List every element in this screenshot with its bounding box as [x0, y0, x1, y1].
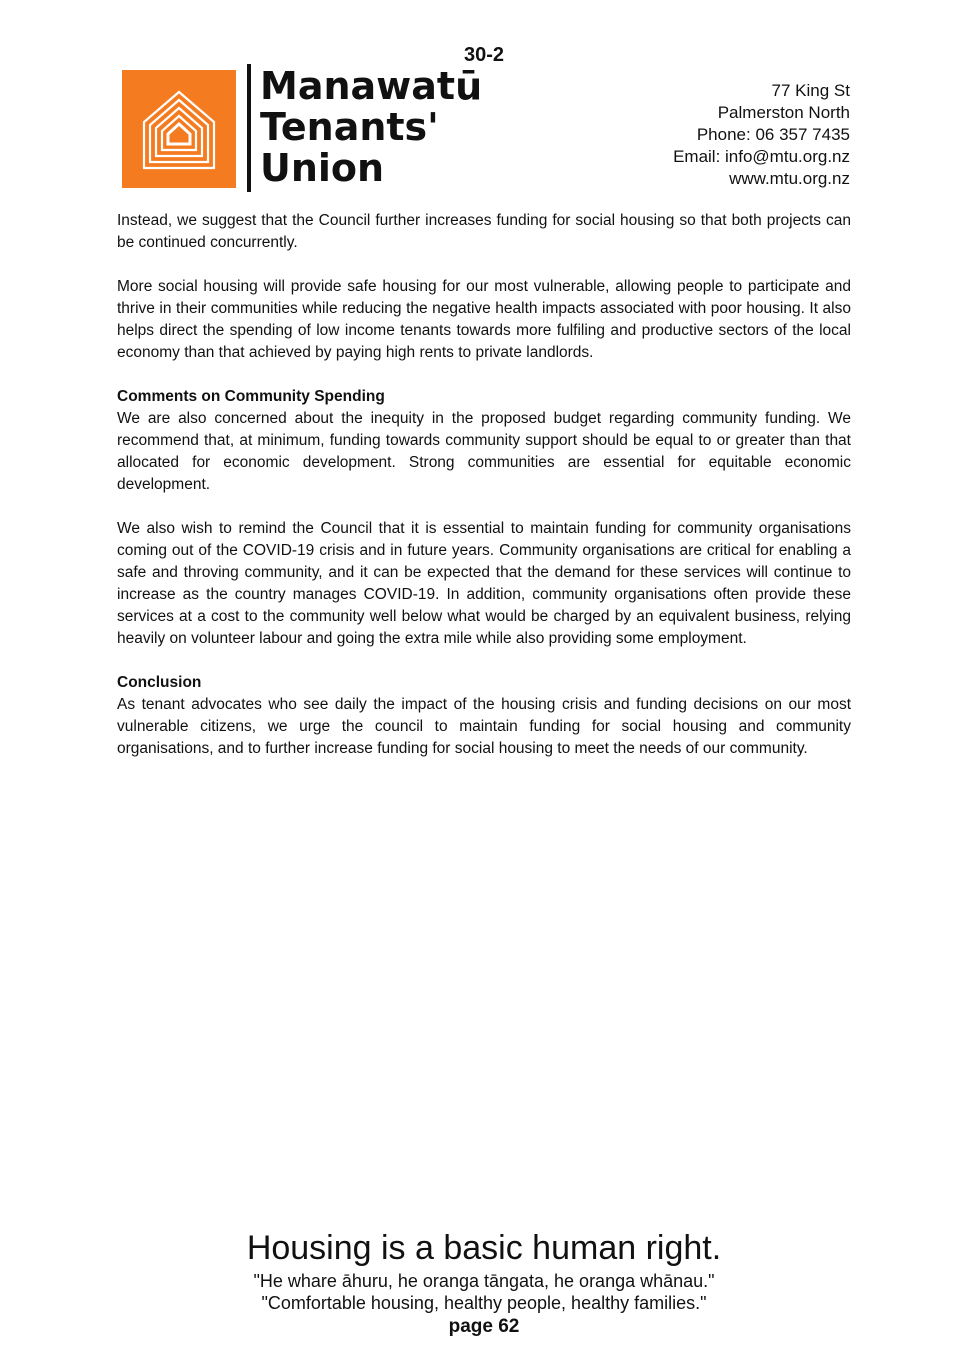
address-city: Palmerston North — [717, 103, 850, 122]
paragraph-community-inequity: We are also concerned about the inequity in the proposed budget regarding community funding. We recommend that, at minimum, funding towards community support should be equal to or greater than that allocated for economic development. Strong communities are essential for equitable economic development. — [117, 410, 851, 493]
address-street: 77 King St — [771, 81, 850, 100]
footer-quote-maori: "He whare āhuru, he oranga tāngata, he oranga whānau." — [253, 1271, 715, 1291]
heading-community-spending: Comments on Community Spending — [117, 388, 385, 405]
letter-body — [117, 210, 851, 782]
paragraph-social-housing: More social housing will provide safe housing for our most vulnerable, allowing people to participate and thrive in their communities while reducing the negative health impacts associated with poor housing. It also helps direct the spending of low income tenants towards more fulfiling and productive sectors of the local economy than that achieved by paying high rents to private landlords. — [117, 278, 851, 361]
address-website: www.mtu.org.nz — [729, 169, 850, 188]
org-name-line3: Union — [260, 146, 385, 190]
heading-conclusion: Conclusion — [117, 674, 202, 691]
paragraph-conclusion: As tenant advocates who see daily the impact of the housing crisis and funding decisions on our most vulnerable citizens, we urge the council to maintain funding for social housing and community organisations, and to further increase funding for social housing to meet the needs of our community. — [117, 696, 851, 757]
logo-divider — [247, 64, 251, 192]
organization-logo — [122, 64, 502, 192]
paragraph-community-organisations: We also wish to remind the Council that it is essential to maintain funding for community organisations coming out of the COVID-19 crisis and in future years. Community organisations are critical for enabling a safe and throving community, and it can be expected that the demand for these services will continue to increase as the country manages COVID-19. In addition, community organisations often provide these services at a cost to the community well below what would be charged by an equivalent business, relying heavily on volunteer labour and going the extra mile while also providing some employment. — [117, 520, 851, 647]
house-logo-icon — [122, 70, 236, 188]
footer-quote-english: "Comfortable housing, healthy people, healthy families." — [261, 1293, 707, 1313]
page-code: 30-2 — [463, 44, 505, 66]
org-name-line1: Manawatū — [260, 64, 483, 108]
paragraph-funding-suggestion: Instead, we suggest that the Council further increases funding for social housing so that both projects can be continued concurrently. — [117, 212, 851, 251]
organization-name — [260, 66, 482, 189]
org-name-line2: Tenants' — [260, 105, 439, 149]
address-email: Email: info@mtu.org.nz — [673, 147, 850, 166]
page-footer — [0, 1226, 968, 1340]
page-number: page 62 — [448, 1316, 520, 1337]
footer-slogan: Housing is a basic human right. — [246, 1229, 722, 1267]
address-phone: Phone: 06 357 7435 — [696, 125, 850, 144]
contact-address — [673, 80, 850, 190]
